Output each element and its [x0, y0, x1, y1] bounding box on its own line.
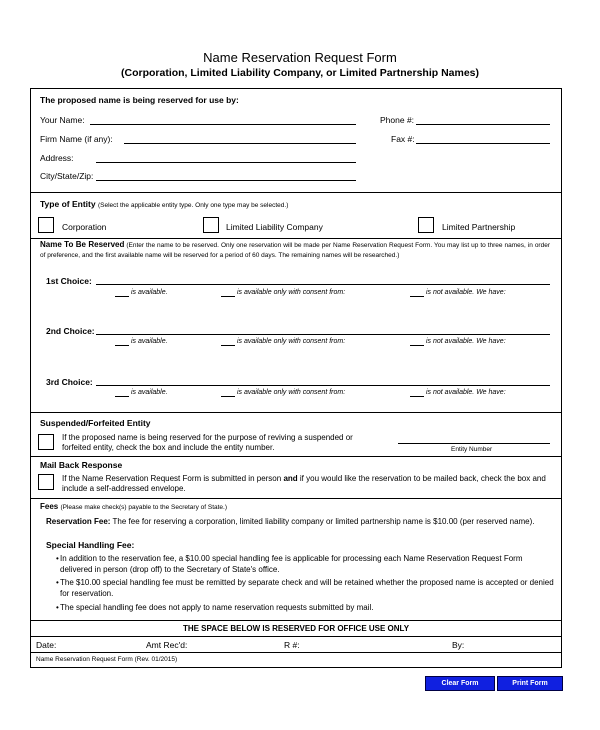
corporation-label: Corporation [62, 222, 107, 232]
your-name-field[interactable] [90, 124, 356, 125]
entity-note: (Select the applicable entity type. Only one type may be selected.) [97, 202, 289, 209]
entity-number-field[interactable] [398, 443, 550, 444]
office-by-label: By: [452, 640, 465, 650]
choice-2-consent-blank[interactable] [221, 345, 235, 346]
office-amt-label: Amt Rec'd: [146, 640, 188, 650]
suspended-heading: Suspended/Forfeited Entity [40, 418, 151, 428]
address-label: Address: [40, 153, 74, 163]
name-reserved-note: (Enter the name to be reserved. Only one reservation will be made per Name Reservation Request Form. You may list up to three names, in order of preference, and the first available name will be reserved for a period of 60 days. The remaining names will be researched.) [40, 242, 550, 259]
name-reserved-intro [40, 240, 550, 260]
office-r-label: R #: [284, 640, 300, 650]
choice-1-available-text: is available. [131, 289, 168, 296]
choice-2-available-blank[interactable] [115, 345, 129, 346]
bullet-icon: • [56, 603, 59, 612]
choice-2-not-available-text: is not available. We have: [426, 338, 506, 345]
phone-label: Phone #: [380, 115, 415, 125]
mailback-text-after: if you would like the reservation to be mailed back, check the box and include a self-addressed envelope. [62, 474, 546, 493]
choice-2-label: 2nd Choice: [46, 326, 95, 336]
office-date-label: Date: [36, 640, 57, 650]
fax-label: Fax #: [391, 134, 415, 144]
choice-3-available-text: is available. [131, 389, 168, 396]
city-state-zip-field[interactable] [96, 180, 356, 181]
print-form-button[interactable]: Print Form [497, 676, 563, 691]
choice-3-available-blank[interactable] [115, 396, 129, 397]
choice-3-field[interactable] [96, 385, 550, 386]
phone-field[interactable] [416, 124, 550, 125]
fees-heading: Fees [40, 502, 59, 511]
form-title: Name Reservation Request Form [203, 50, 397, 65]
fax-field[interactable] [416, 143, 550, 144]
mailback-text-before: If the Name Reservation Request Form is submitted in person [62, 474, 284, 483]
form-subtitle: (Corporation, Limited Liability Company, or Limited Partnership Names) [120, 67, 479, 79]
mailback-heading: Mail Back Response [40, 460, 123, 470]
choice-1-consent-blank[interactable] [221, 296, 235, 297]
special-handling-label: Special Handling Fee: [46, 540, 135, 550]
reservation-fee-text: The fee for reserving a corporation, limited liability company or limited partnership name is $10.00 (per reserved name). [112, 517, 535, 526]
llc-label: Limited Liability Company [226, 222, 323, 232]
city-state-zip-label: City/State/Zip: [40, 171, 94, 181]
name-reserved-heading: Name To Be Reserved [40, 240, 125, 249]
clear-form-button[interactable]: Clear Form [425, 676, 495, 691]
fees-heading-row [40, 502, 227, 511]
mailback-text [62, 474, 552, 494]
bullet-icon: • [56, 554, 59, 563]
fee-bullet-text: The $10.00 special handling fee must be remitted by separate check and will be retained whether the proposed name is accepted or denied for reservation. [60, 578, 554, 598]
divider [30, 498, 562, 499]
corporation-checkbox[interactable] [38, 217, 54, 233]
firm-name-field[interactable] [124, 143, 356, 144]
fee-bullet [56, 577, 555, 599]
choice-1-consent-text: is available only with consent from: [237, 289, 346, 296]
applicant-heading: The proposed name is being reserved for use by: [40, 95, 239, 105]
divider [30, 456, 562, 457]
reservation-fee-row [46, 516, 552, 527]
entity-number-label: Entity Number [451, 446, 493, 453]
entity-heading-row [40, 199, 288, 209]
choice-2-consent-text: is available only with consent from: [237, 338, 346, 345]
choice-3-not-available-text: is not available. We have: [426, 389, 506, 396]
divider [30, 652, 562, 653]
choice-1-label: 1st Choice: [46, 276, 92, 286]
choice-3-not-available-blank[interactable] [410, 396, 424, 397]
divider [30, 636, 562, 637]
choice-1-not-available-text: is not available. We have: [426, 289, 506, 296]
bullet-icon: • [56, 578, 59, 587]
divider [30, 238, 562, 239]
entity-heading: Type of Entity [40, 199, 96, 209]
choice-3-label: 3rd Choice: [46, 377, 93, 387]
address-field[interactable] [96, 162, 356, 163]
choice-1-available-blank[interactable] [115, 296, 129, 297]
fee-bullet [56, 553, 555, 575]
fee-bullet [56, 602, 555, 613]
divider [30, 192, 562, 193]
mailback-checkbox[interactable] [38, 474, 54, 490]
choice-1-field[interactable] [96, 284, 550, 285]
reservation-fee-label: Reservation Fee: [46, 517, 111, 526]
suspended-text: If the proposed name is being reserved for the purpose of reviving a suspended or forfeited entity, check the box and include the entity number. [62, 433, 353, 452]
lp-label: Limited Partnership [442, 222, 516, 232]
llc-checkbox[interactable] [203, 217, 219, 233]
fee-bullet-text: In addition to the reservation fee, a $10.00 special handling fee is applicable for processing each Name Reservation Request Form delivered in person (drop off) to the Secretary of State's office. [60, 554, 523, 574]
mailback-text-bold: and [283, 474, 298, 483]
your-name-label: Your Name: [40, 115, 85, 125]
choice-2-available-text: is available. [131, 338, 168, 345]
lp-checkbox[interactable] [418, 217, 434, 233]
fees-note: (Please make check(s) payable to the Secretary of State.) [60, 504, 228, 511]
office-use-heading: THE SPACE BELOW IS RESERVED FOR OFFICE USE ONLY [182, 624, 410, 633]
fee-bullet-text: The special handling fee does not apply to name reservation requests submitted by mail. [60, 603, 374, 612]
form-revision: Name Reservation Request Form (Rev. 01/2015) [36, 656, 178, 663]
choice-1-not-available-blank[interactable] [410, 296, 424, 297]
choice-3-consent-blank[interactable] [221, 396, 235, 397]
firm-name-label: Firm Name (if any): [40, 134, 113, 144]
choice-2-not-available-blank[interactable] [410, 345, 424, 346]
suspended-checkbox[interactable] [38, 434, 54, 450]
choice-3-consent-text: is available only with consent from: [237, 389, 346, 396]
choice-2-field[interactable] [96, 334, 550, 335]
divider [30, 620, 562, 621]
divider [30, 412, 562, 413]
